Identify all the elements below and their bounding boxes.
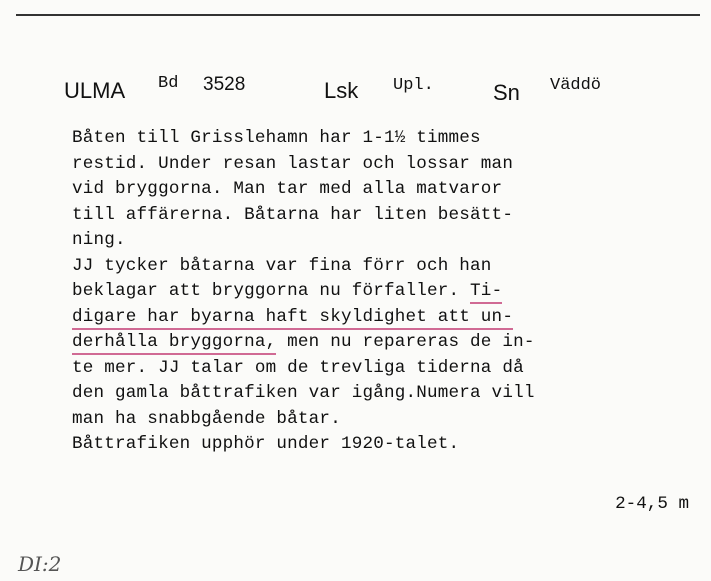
text-line: [72, 330, 692, 356]
handwritten-code: DI:2: [18, 552, 62, 576]
archive-name: ULMA: [64, 78, 126, 103]
text-line: man ha snabbgående båtar.: [72, 408, 341, 429]
text-line: restid. Under resan lastar och lossar man: [72, 153, 514, 174]
text-line: till affärerna. Båtarna har liten besätt-: [72, 204, 514, 225]
text-segment: beklagar att bryggorna nu förfaller.: [72, 281, 471, 301]
bd-label: Bd: [158, 74, 179, 93]
lsk-value: Upl.: [393, 76, 434, 95]
text-line: ning.: [72, 230, 126, 250]
text-line: [72, 305, 692, 331]
highlighted-text: derhålla bryggorna,: [72, 332, 276, 355]
highlighted-text: digare har byarna haft skyldighet att un-: [72, 307, 513, 330]
text-line: Båten till Grisslehamn har 1-1½ timmes: [72, 128, 481, 148]
text-line: te mer. JJ talar om de trevliga tiderna då: [72, 357, 524, 378]
top-rule: [16, 14, 700, 16]
lsk-label: Lsk: [324, 78, 359, 103]
measure-value: 2-4,5 m: [615, 494, 689, 514]
text-line: vid bryggorna. Man tar med alla matvaror: [72, 179, 503, 199]
text-segment: men nu repareras de in-: [276, 332, 535, 352]
text-line: den gamla båttrafiken var igång.Numera vill: [72, 383, 535, 403]
bd-number: 3528: [203, 74, 246, 95]
text-line: JJ tycker båtarna var fina förr och han: [72, 255, 492, 276]
sn-label: Sn: [493, 80, 520, 105]
sn-value: Väddö: [550, 76, 602, 95]
text-line: [72, 279, 692, 305]
card-body: [72, 126, 692, 458]
text-line: Båttrafiken upphör under 1920-talet.: [72, 434, 460, 454]
highlighted-text: Ti-: [470, 281, 502, 304]
